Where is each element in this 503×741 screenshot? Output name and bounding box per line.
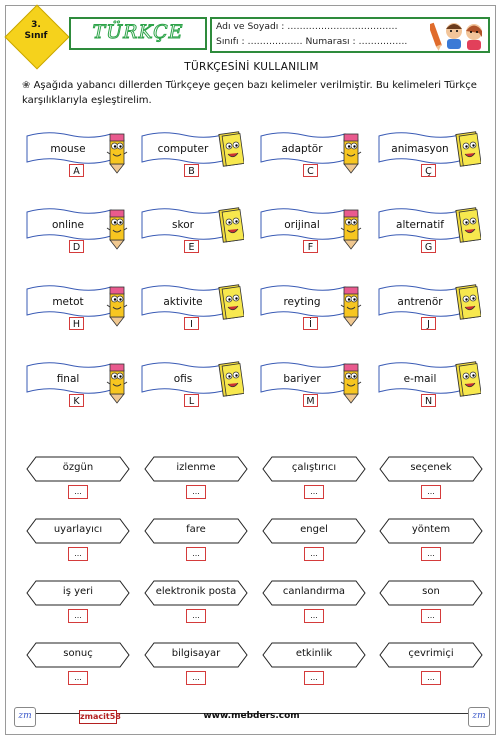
answer-blank[interactable]: ... xyxy=(421,547,441,561)
meaning-item xyxy=(144,518,248,562)
footer-logo-left: zm xyxy=(14,707,36,727)
meaning-word: bilgisayar xyxy=(171,648,221,659)
card-word: bariyer xyxy=(283,373,321,385)
card-letter-box: A xyxy=(69,164,84,177)
answer-blank[interactable]: ... xyxy=(68,609,88,623)
card-word: mouse xyxy=(50,143,86,155)
meaning-item xyxy=(26,456,130,500)
meaning-item xyxy=(144,456,248,500)
card-letter-box: N xyxy=(421,394,436,407)
meaning-word: uyarlayıcı xyxy=(53,524,103,535)
word-card xyxy=(140,360,252,408)
card-word: online xyxy=(51,219,85,231)
card-letter-box: D xyxy=(69,240,84,253)
card-word: alternatif xyxy=(396,219,444,231)
book-mascot-icon xyxy=(455,206,481,250)
answer-blank[interactable]: ... xyxy=(304,609,324,623)
card-letter-box: B xyxy=(184,164,199,177)
meaning-item xyxy=(379,642,483,686)
pencil-mascot-icon xyxy=(339,202,363,254)
footer-site: www.mebders.com xyxy=(203,711,300,721)
meaning-word: seçenek xyxy=(410,462,452,473)
class-number-field: Sınıfı : ……………… Numarası : ……………. xyxy=(216,36,408,47)
card-letter-box: I xyxy=(184,317,199,330)
meaning-word: son xyxy=(422,586,440,597)
pencil-mascot-icon xyxy=(105,202,129,254)
answer-blank[interactable]: ... xyxy=(68,547,88,561)
card-letter-box: M xyxy=(303,394,318,407)
pencil-mascot-icon xyxy=(105,279,129,331)
answer-blank[interactable]: ... xyxy=(186,485,206,499)
students-illustration-icon xyxy=(430,19,488,51)
meaning-item xyxy=(26,580,130,624)
card-letter-box: İ xyxy=(303,317,318,330)
pencil-mascot-icon xyxy=(339,126,363,178)
meaning-item xyxy=(262,580,366,624)
book-mascot-icon xyxy=(218,360,244,404)
footer-logo-right: zm xyxy=(468,707,490,727)
answer-blank[interactable]: ... xyxy=(186,671,206,685)
word-card xyxy=(140,206,252,254)
card-letter-box: F xyxy=(303,240,318,253)
word-card xyxy=(259,360,371,408)
word-card xyxy=(140,130,252,178)
grade-label: Sınıf xyxy=(24,31,48,41)
pencil-mascot-icon xyxy=(339,279,363,331)
meaning-word: sonuç xyxy=(63,648,93,659)
footer-brand: zmacit58 xyxy=(79,710,117,724)
meaning-word: izlenme xyxy=(176,462,216,473)
word-card xyxy=(25,206,137,254)
meaning-item xyxy=(379,456,483,500)
word-card xyxy=(259,130,371,178)
meaning-word: canlandırma xyxy=(282,586,346,597)
meaning-word: etkinlik xyxy=(295,648,333,659)
meaning-item xyxy=(144,580,248,624)
card-letter-box: K xyxy=(69,394,84,407)
answer-blank[interactable]: ... xyxy=(421,671,441,685)
flower-icon: ❀ xyxy=(22,80,34,91)
instruction-text xyxy=(22,78,482,108)
meaning-word: iş yeri xyxy=(62,586,94,597)
instruction-body: Aşağıda yabancı dillerden Türkçeye geçen bazı kelimeler verilmiştir. Bu kelimeleri Türkçe karşılıklarıyla eşleştirelim. xyxy=(22,80,477,106)
card-word: final xyxy=(56,373,80,385)
book-mascot-icon xyxy=(218,130,244,174)
card-word: ofis xyxy=(173,373,193,385)
pencil-mascot-icon xyxy=(339,356,363,408)
subject-title: TÜRKÇE xyxy=(92,21,184,43)
meaning-item xyxy=(379,580,483,624)
card-word: aktivite xyxy=(163,296,203,308)
word-card xyxy=(259,283,371,331)
meaning-item xyxy=(262,518,366,562)
book-mascot-icon xyxy=(218,206,244,250)
word-card xyxy=(259,206,371,254)
answer-blank[interactable]: ... xyxy=(186,547,206,561)
book-mascot-icon xyxy=(455,360,481,404)
meaning-word: engel xyxy=(300,524,328,535)
pencil-mascot-icon xyxy=(105,356,129,408)
word-card xyxy=(377,130,489,178)
word-card xyxy=(377,206,489,254)
card-word: reyting xyxy=(283,296,321,308)
meaning-item xyxy=(262,642,366,686)
answer-blank[interactable]: ... xyxy=(68,671,88,685)
card-word: skor xyxy=(172,219,194,231)
worksheet-heading: TÜRKÇESİNİ KULLANILIM xyxy=(184,61,319,73)
card-letter-box: G xyxy=(421,240,436,253)
card-letter-box: H xyxy=(69,317,84,330)
meaning-word: elektronik posta xyxy=(155,586,237,597)
answer-blank[interactable]: ... xyxy=(421,609,441,623)
answer-blank[interactable]: ... xyxy=(304,547,324,561)
card-letter-box: J xyxy=(421,317,436,330)
card-word: e-mail xyxy=(403,373,437,385)
card-word: animasyon xyxy=(391,143,449,155)
meaning-item xyxy=(26,642,130,686)
meaning-word: çevrimiçi xyxy=(408,648,454,659)
card-letter-box: Ç xyxy=(421,164,436,177)
card-letter-box: C xyxy=(303,164,318,177)
card-letter-box: L xyxy=(184,394,199,407)
meaning-item xyxy=(144,642,248,686)
word-card xyxy=(377,360,489,408)
word-card xyxy=(25,360,137,408)
word-card xyxy=(377,283,489,331)
answer-blank[interactable]: ... xyxy=(421,485,441,499)
word-card xyxy=(25,283,137,331)
answer-blank[interactable]: ... xyxy=(304,485,324,499)
meaning-word: fare xyxy=(186,524,206,535)
meaning-word: yöntem xyxy=(411,524,451,535)
grade-number: 3. xyxy=(31,20,41,30)
meaning-item xyxy=(262,456,366,500)
word-card xyxy=(140,283,252,331)
card-word: orijinal xyxy=(284,219,320,231)
book-mascot-icon xyxy=(455,130,481,174)
book-mascot-icon xyxy=(455,283,481,327)
meaning-word: özgün xyxy=(62,462,94,473)
grade-badge-text xyxy=(14,20,58,42)
meaning-word: çalıştırıcı xyxy=(291,462,337,473)
card-letter-box: E xyxy=(184,240,199,253)
meaning-item xyxy=(379,518,483,562)
meaning-item xyxy=(26,518,130,562)
answer-blank[interactable]: ... xyxy=(304,671,324,685)
name-field: Adı ve Soyadı : ……………………………… xyxy=(216,21,398,32)
book-mascot-icon xyxy=(218,283,244,327)
card-word: antrenör xyxy=(397,296,443,308)
pencil-mascot-icon xyxy=(105,126,129,178)
answer-blank[interactable]: ... xyxy=(68,485,88,499)
card-word: computer xyxy=(157,143,209,155)
card-word: metot xyxy=(52,296,84,308)
word-card xyxy=(25,130,137,178)
card-word: adaptör xyxy=(281,143,323,155)
answer-blank[interactable]: ... xyxy=(186,609,206,623)
